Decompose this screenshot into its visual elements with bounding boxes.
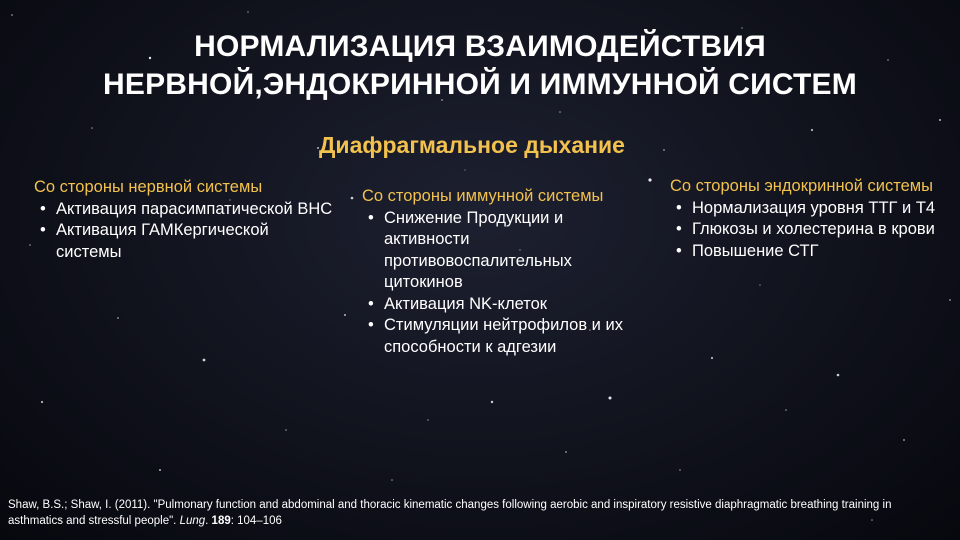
- endocrine-system-list: [670, 198, 940, 263]
- nervous-system-heading: Со стороны нервной системы: [34, 178, 263, 196]
- list-item: • Стимуляции нейтрофилов и их способности к адгезии: [384, 315, 652, 358]
- immune-system-list: [362, 208, 652, 359]
- list-item: • Повышение СТГ: [692, 241, 940, 263]
- endocrine-system-heading: Со стороны эндокринной системы: [670, 177, 934, 195]
- slide-title-line2: НЕРВНОЙ,ЭНДОКРИННОЙ И ИММУННОЙ СИСТЕМ: [103, 68, 857, 101]
- slide-title: [0, 28, 960, 104]
- nervous-system-column: [34, 177, 334, 263]
- endocrine-system-column: [670, 176, 940, 262]
- reference-journal: Lung: [179, 515, 206, 527]
- reference-pages: : 104–106: [230, 515, 282, 527]
- reference-text: Shaw, B.S.; Shaw, I. (2011). "Pulmonary function and abdominal and thoracic kinematic changes following aerobic and inspiratory resistive diaphragmatic breathing training in asthmatics and stressful people".: [8, 499, 892, 527]
- list-item: • Глюкозы и холестерина в крови: [692, 219, 940, 241]
- list-item: • Снижение Продукции и активности противовоспалительных цитокинов: [384, 208, 652, 294]
- immune-system-heading: Со стороны иммунной системы: [362, 187, 604, 205]
- list-item: • Активация NK-клеток: [384, 294, 652, 316]
- list-item: • Нормализация уровня ТТГ и Т4: [692, 198, 940, 220]
- slide-subtitle: Диафрагмальное дыхание: [319, 132, 625, 158]
- reference-volume: 189: [211, 515, 231, 527]
- reference-citation: [8, 497, 938, 529]
- list-item: • Активация ГАМКергической системы: [56, 220, 334, 263]
- nervous-system-list: [34, 199, 334, 264]
- reference-separator: .: [205, 515, 212, 527]
- immune-system-column: [362, 186, 652, 358]
- list-item: • Активация парасимпатической ВНС: [56, 199, 334, 221]
- slide-title-line1: НОРМАЛИЗАЦИЯ ВЗАИМОДЕЙСТВИЯ: [194, 30, 766, 63]
